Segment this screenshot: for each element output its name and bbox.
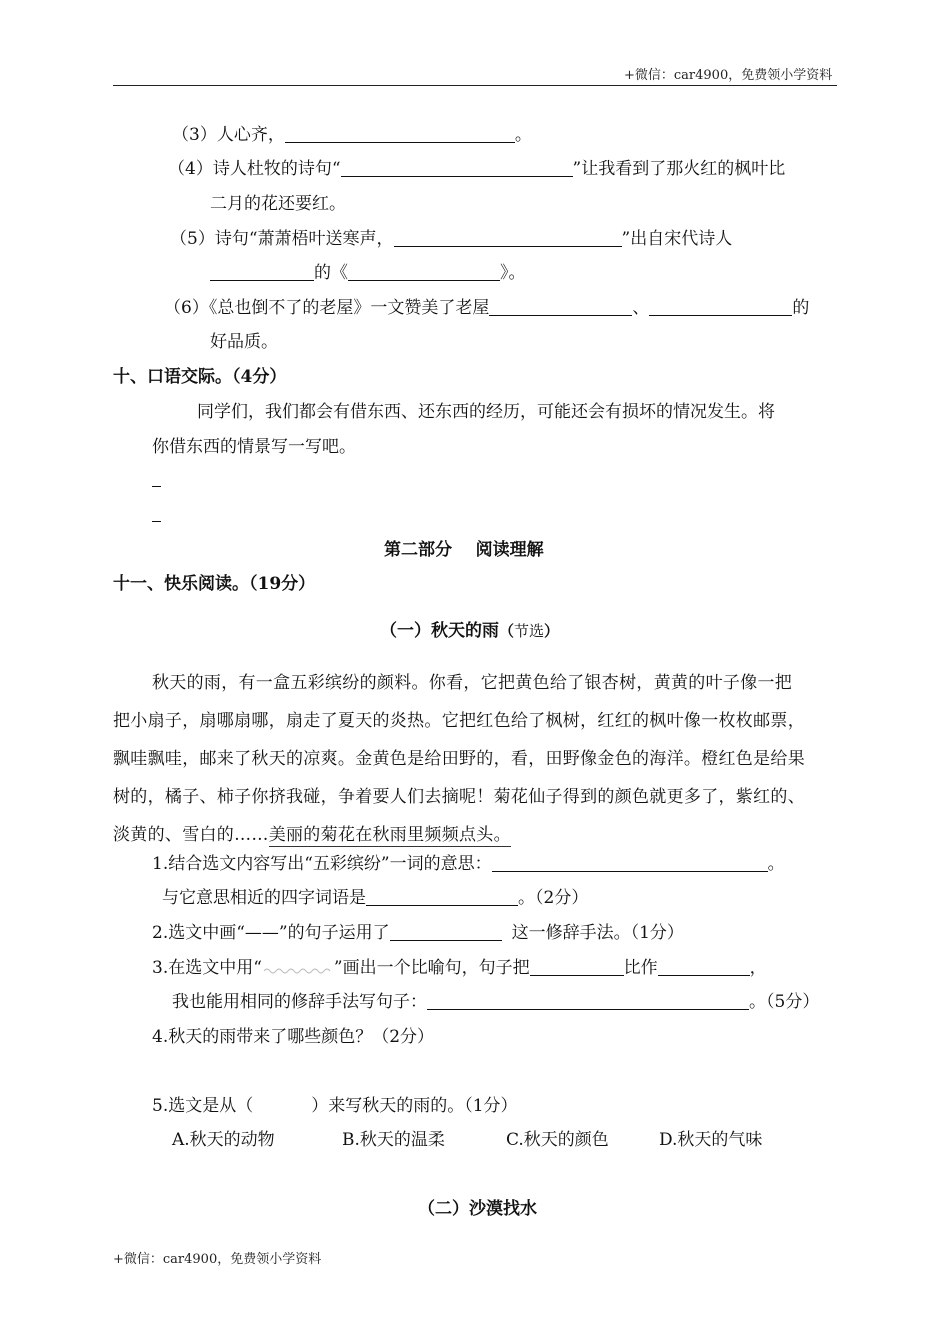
option-b[interactable]: B.秋天的温柔 [342, 1130, 445, 1150]
question-11-1 [152, 853, 785, 875]
header-watermark: +微信：car4900，免费领小学资料 [624, 68, 833, 83]
question-9-5-line2 [210, 262, 526, 284]
header-rule [113, 85, 837, 86]
option-c[interactable]: C.秋天的颜色 [506, 1130, 609, 1150]
passage-1-last-line [113, 820, 511, 845]
q11-3-line2-suffix: 。（5分） [749, 992, 820, 1012]
q9-5-mid: 的《 [314, 263, 348, 283]
q11-3-end: ， [749, 958, 767, 978]
q9-6-prefix: （6）《总也倒不了的老屋》一文赞美了老屋 [164, 298, 490, 318]
section-10-para-line1: 同学们，我们都会有借东西、还东西的经历，可能还会有损坏的情况发生。将 [197, 402, 775, 422]
wavy-line-icon [262, 965, 334, 975]
q9-5-end: 》。 [500, 263, 526, 283]
passage-1-title-text: （一）秋天的雨 [380, 621, 499, 641]
q9-6-suffix: 的 [792, 298, 810, 318]
answer-blank[interactable] [394, 229, 622, 247]
writing-line-marker[interactable] [152, 521, 161, 522]
question-11-3 [152, 957, 767, 979]
question-9-4-line2: 二月的花还要红。 [210, 194, 346, 214]
answer-blank[interactable] [530, 958, 624, 976]
q11-1-line2-suffix: 。（2分） [518, 888, 589, 908]
question-11-4: 4.秋天的雨带来了哪些颜色？（2分） [152, 1027, 435, 1047]
question-9-6-line2: 好品质。 [210, 332, 278, 352]
answer-blank[interactable] [210, 263, 314, 281]
footer-watermark: +微信：car4900，免费领小学资料 [113, 1252, 322, 1267]
answer-blank[interactable] [658, 958, 750, 976]
part-2-title: 第二部分 阅读理解 [384, 540, 544, 560]
question-9-4 [168, 158, 785, 180]
answer-blank[interactable] [492, 854, 768, 872]
question-11-1-line2 [162, 887, 588, 909]
q9-4-suffix: ”让我看到了那火红的枫叶比 [572, 159, 786, 179]
passage-1-line: 秋天的雨，有一盒五彩缤纷的颜料。你看，它把黄色给了银杏树，黄黄的叶子像一把 [152, 673, 793, 693]
question-11-3-line2 [172, 991, 819, 1013]
answer-blank[interactable] [341, 159, 573, 177]
passage-1-line: 把小扇子，扇哪扇哪，扇走了夏天的炎热。它把红色给了枫树，红红的枫叶像一枚枚邮票， [113, 711, 805, 731]
question-9-5 [170, 228, 732, 250]
answer-blank[interactable] [366, 888, 518, 906]
option-a[interactable]: A.秋天的动物 [172, 1130, 275, 1150]
q11-3-line2-prefix: 我也能用相同的修辞手法写句子： [172, 992, 427, 1012]
passage-1-title-close: ） [544, 622, 560, 640]
q11-2-suffix: 这一修辞手法。（1分） [511, 923, 684, 943]
underlined-sentence: 美丽的菊花在秋雨里频频点头。 [268, 825, 511, 845]
answer-blank[interactable] [285, 125, 515, 143]
q11-3-prefix: 3.在选文中用“ [152, 958, 262, 978]
passage-1-title-note: 节选 [514, 622, 545, 640]
section-10-title: 十、口语交际。（4分） [113, 367, 287, 387]
q11-1-suffix: 。 [767, 854, 785, 874]
q9-3-suffix: 。 [514, 125, 532, 145]
q11-5-prefix: 5.选文是从（ [152, 1096, 254, 1116]
answer-blank[interactable] [649, 298, 792, 316]
answer-blank[interactable] [427, 992, 749, 1010]
passage-1-title [380, 620, 559, 642]
q11-3-mid1: ”画出一个比喻句，句子把 [333, 958, 530, 978]
section-10-para-line2: 你借东西的情景写一写吧。 [152, 437, 356, 457]
question-11-5 [152, 1095, 518, 1117]
passage-1-line: 树的，橘子、柿子你挤我碰，争着要人们去摘呢！菊花仙子得到的颜色就更多了，紫红的、 [113, 787, 805, 807]
q11-1-line2-prefix: 与它意思相近的四字词语是 [162, 888, 366, 908]
answer-blank[interactable] [390, 923, 502, 941]
question-11-2 [152, 922, 684, 944]
answer-blank[interactable] [348, 263, 500, 281]
q9-6-mid: 、 [632, 298, 650, 318]
q9-5-suffix: ”出自宋代诗人 [621, 229, 733, 249]
writing-line-marker[interactable] [152, 486, 161, 487]
q11-1-prefix: 1.结合选文内容写出“五彩缤纷”一词的意思： [152, 854, 492, 874]
option-d[interactable]: D.秋天的气味 [659, 1130, 763, 1150]
q11-5-suffix: ）来写秋天的雨的。（1分） [311, 1096, 518, 1116]
q9-5-prefix: （5）诗句“萧萧梧叶送寒声， [170, 229, 394, 249]
q11-3-mid2: 比作 [623, 958, 658, 978]
q9-3-prefix: （3）人心齐， [172, 125, 285, 145]
question-9-6 [164, 297, 809, 319]
passage-1-line: 飘哇飘哇，邮来了秋天的凉爽。金黄色是给田野的，看，田野像金色的海洋。橙红色是给果 [113, 749, 805, 769]
passage-2-title: （二）沙漠找水 [418, 1199, 537, 1219]
question-9-3 [172, 124, 532, 146]
section-11-title: 十一、快乐阅读。（19分） [113, 574, 316, 594]
q11-2-prefix: 2.选文中画“——”的句子运用了 [152, 923, 390, 943]
answer-blank[interactable] [489, 298, 632, 316]
passage-1-last-line-start: 淡黄的、雪白的…… [113, 825, 269, 845]
passage-1-title-open: （ [499, 622, 515, 640]
q9-4-prefix: （4）诗人杜牧的诗句“ [168, 159, 341, 179]
